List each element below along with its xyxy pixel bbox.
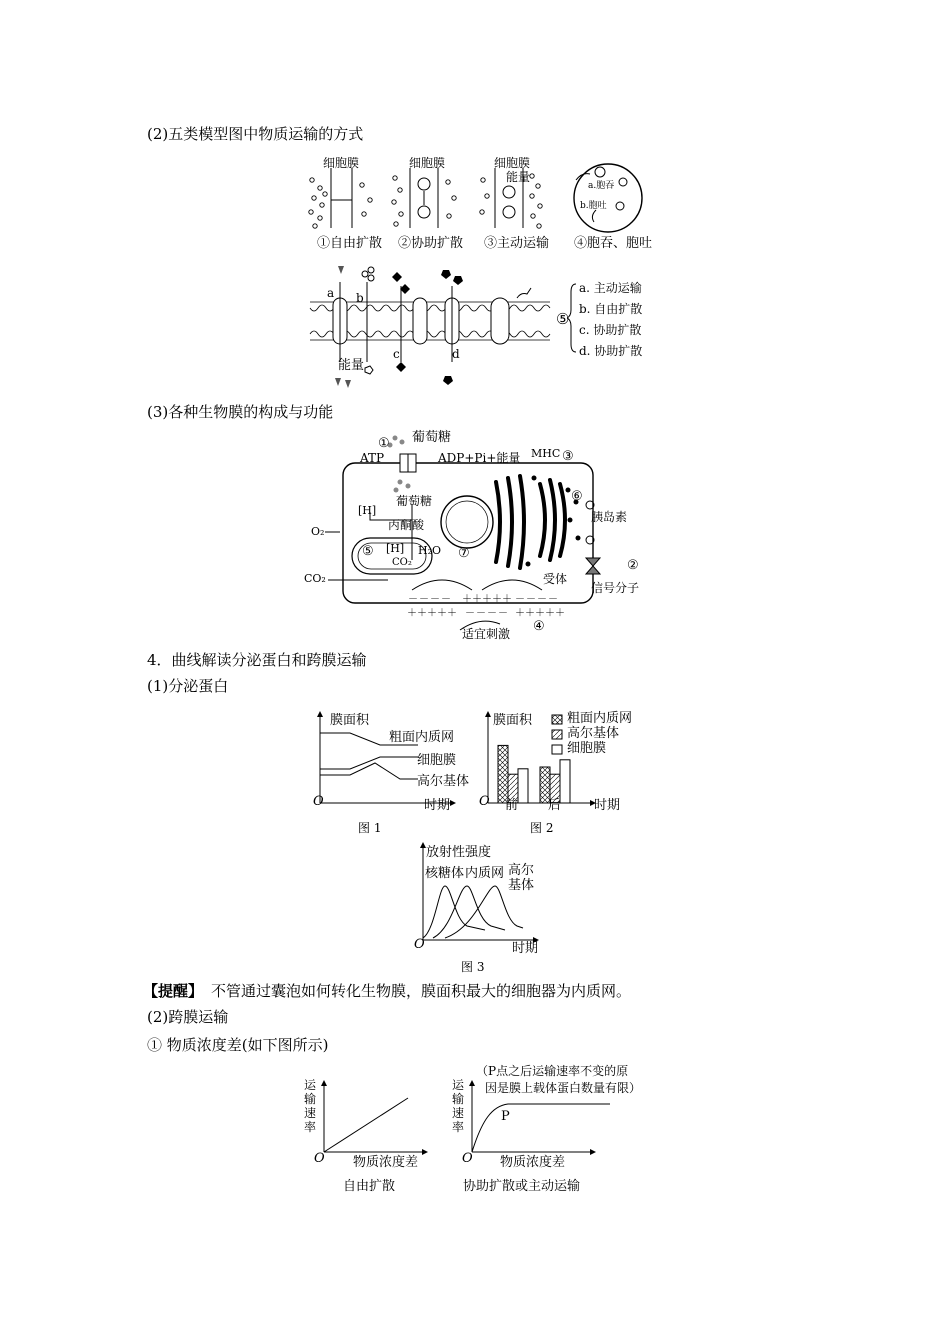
glucose-top-label: 葡萄糖 <box>412 430 452 445</box>
fig4-origin: O <box>314 1151 325 1166</box>
fig1-origin: O <box>313 794 324 809</box>
adp-label: ADP+Pi+能量 <box>438 451 521 465</box>
fig5-point-label: P <box>501 1109 510 1124</box>
legend-d: d. 协助扩散 <box>579 344 643 358</box>
fig5-ylabel-1: 运 <box>452 1078 465 1092</box>
fig4-ylabel-3: 速 <box>304 1106 317 1120</box>
fig4-ylabel-2: 输 <box>304 1092 317 1106</box>
fig2-legend-rer: 粗面内质网 <box>567 711 633 726</box>
fig4-line <box>324 1098 408 1152</box>
model-5-number: ⑤ <box>556 310 570 328</box>
section-title-models: (2)五类模型图中物质运输的方式 <box>147 125 364 143</box>
fig4-ylabel-4: 率 <box>304 1120 317 1134</box>
reminder-text: 不管通过囊泡如何转化生物膜，膜面积最大的细胞器为内质网。 <box>211 982 632 1000</box>
bilayer-letter-b: b <box>356 291 364 305</box>
fig3-peak-golgi-2: 基体 <box>508 878 535 893</box>
fig3-xlabel: 时期 <box>512 941 539 956</box>
charge-pos-2: ＋＋＋＋＋ <box>515 608 565 619</box>
model-label-3: ③主动运输 <box>484 236 550 251</box>
reminder-tag: 【提醒】 <box>143 982 204 1000</box>
fig3-ylabel: 放射性强度 <box>426 845 492 860</box>
charge-neg-2: －－－－ <box>515 594 559 605</box>
co2-inner-label: CO₂ <box>392 557 412 568</box>
stimulus-label: 适宜刺激 <box>462 627 511 641</box>
fig4-ylabel-1: 运 <box>304 1078 317 1092</box>
fig5-note-1: （P点之后运输速率不变的原 <box>476 1064 629 1078</box>
fig5-note-2: 因是膜上载体蛋白数量有限） <box>485 1081 642 1095</box>
subsection-transmembrane: (2)跨膜运输 <box>147 1008 229 1026</box>
exocytosis-label: b.胞吐 <box>580 201 607 211</box>
section-title-membranes: (3)各种生物膜的构成与功能 <box>147 403 334 421</box>
fig1-caption: 图 1 <box>358 821 382 835</box>
fig3-origin: O <box>414 937 425 952</box>
fig1-series-membrane: 细胞膜 <box>417 753 457 768</box>
fig4-caption: 自由扩散 <box>343 1179 396 1194</box>
fig4-xlabel: 物质浓度差 <box>353 1155 419 1170</box>
section-title-curves: 4．曲线解读分泌蛋白和跨膜运输 <box>147 651 367 669</box>
fig5-ylabel-3: 速 <box>452 1106 465 1120</box>
subsection-secretory: (1)分泌蛋白 <box>147 677 229 695</box>
receptor-label: 受体 <box>543 572 568 586</box>
fig5-ylabel <box>452 1078 466 1134</box>
bilayer-letter-c: c <box>393 347 400 361</box>
energy-label: 能量 <box>506 170 531 184</box>
h2o-label: H₂O <box>418 544 442 557</box>
insulin-label: 胰岛素 <box>591 510 628 524</box>
o2-label: O₂ <box>311 525 325 538</box>
cell-n5: ⑤ <box>362 544 374 559</box>
legend-c: c. 协助扩散 <box>579 323 642 337</box>
fig1-ylabel: 膜面积 <box>330 713 370 728</box>
model-free-diffusion <box>309 168 372 228</box>
legend-brace <box>567 282 577 354</box>
mhc-label: MHC <box>531 447 561 460</box>
membrane-label-1: 细胞膜 <box>323 156 360 170</box>
fig5-curve <box>472 1104 610 1152</box>
h-label-1: [H] <box>358 504 377 517</box>
model-facilitated-diffusion <box>392 168 456 228</box>
charge-neg-outer: －－－－ <box>465 608 509 619</box>
model-label-2: ②协助扩散 <box>398 236 464 251</box>
subsection-concentration: ① 物质浓度差(如下图所示) <box>147 1036 329 1054</box>
cell-n2: ② <box>627 558 639 573</box>
fig2-legend-membrane: 细胞膜 <box>567 741 607 756</box>
cell-n1: ① <box>378 436 390 451</box>
membrane-label-3: 细胞膜 <box>494 156 531 170</box>
cell-n6: ⑥ <box>571 489 583 504</box>
bilayer-letter-a: a <box>327 286 335 300</box>
fig2-bar-0-2 <box>518 769 528 803</box>
legend-a: a. 主动运输 <box>579 281 642 295</box>
reminder <box>143 981 631 1001</box>
fig3-peak-er: 内质网 <box>465 866 505 881</box>
glucose-inner-label: 葡萄糖 <box>396 494 433 508</box>
pyruvate-label: 丙酮酸 <box>388 518 425 532</box>
fig3-peak-ribosome: 核糖体 <box>425 866 465 881</box>
cell-n3: ③ <box>562 449 574 464</box>
model-label-1: ①自由扩散 <box>317 236 383 251</box>
fig2-bar-0-0 <box>498 745 508 803</box>
fig2-caption: 图 2 <box>530 821 554 835</box>
fig2-ylabel: 膜面积 <box>493 713 533 728</box>
cell-n7: ⑦ <box>458 546 470 561</box>
fig1-series-rer: 粗面内质网 <box>389 730 455 745</box>
fig4-chart <box>310 1080 430 1160</box>
charge-pos-inner: ＋＋＋＋＋ <box>462 594 512 605</box>
fig5-ylabel-4: 率 <box>452 1120 465 1134</box>
fig4-ylabel <box>304 1078 318 1134</box>
atp-label: ATP <box>360 451 385 465</box>
fig3-caption: 图 3 <box>461 960 485 974</box>
fig5-xlabel: 物质浓度差 <box>500 1155 566 1170</box>
co2-out-label: CO₂ <box>304 572 326 585</box>
signal-molecule-label: 信号分子 <box>591 581 640 595</box>
h-label-2: [H] <box>386 542 405 555</box>
charge-neg-1: －－－－ <box>408 594 452 605</box>
fig5-caption: 协助扩散或主动运输 <box>463 1179 581 1194</box>
fig2-origin: O <box>479 794 490 809</box>
fig1-series-golgi: 高尔基体 <box>417 774 470 789</box>
fig3-curve-er <box>433 886 505 938</box>
fig2-legend-golgi: 高尔基体 <box>567 726 620 741</box>
charge-pos-1: ＋＋＋＋＋ <box>407 608 457 619</box>
fig5-origin: O <box>462 1151 473 1166</box>
legend-b: b. 自由扩散 <box>579 302 643 316</box>
model-label-4: ④胞吞、胞吐 <box>574 236 653 251</box>
bilayer-energy-label: 能量 <box>338 358 365 373</box>
fig5-ylabel-2: 输 <box>452 1092 465 1106</box>
fig3-peak-golgi-1: 高尔 <box>508 863 535 878</box>
endocytosis-label: a.胞吞 <box>588 181 615 191</box>
fig2-category-before: 前 <box>505 798 519 813</box>
cell-n4: ④ <box>533 619 545 634</box>
fig1-line-membrane <box>320 757 418 769</box>
fig2-category-after: 后 <box>548 798 562 813</box>
fig2-xlabel: 时期 <box>594 798 621 813</box>
fig1-xlabel: 时期 <box>424 798 451 813</box>
membrane-label-2: 细胞膜 <box>409 156 446 170</box>
bilayer-letter-d: d <box>452 347 460 361</box>
fig2-bar-1-2 <box>560 760 570 803</box>
fig1-line-golgi <box>320 763 418 779</box>
